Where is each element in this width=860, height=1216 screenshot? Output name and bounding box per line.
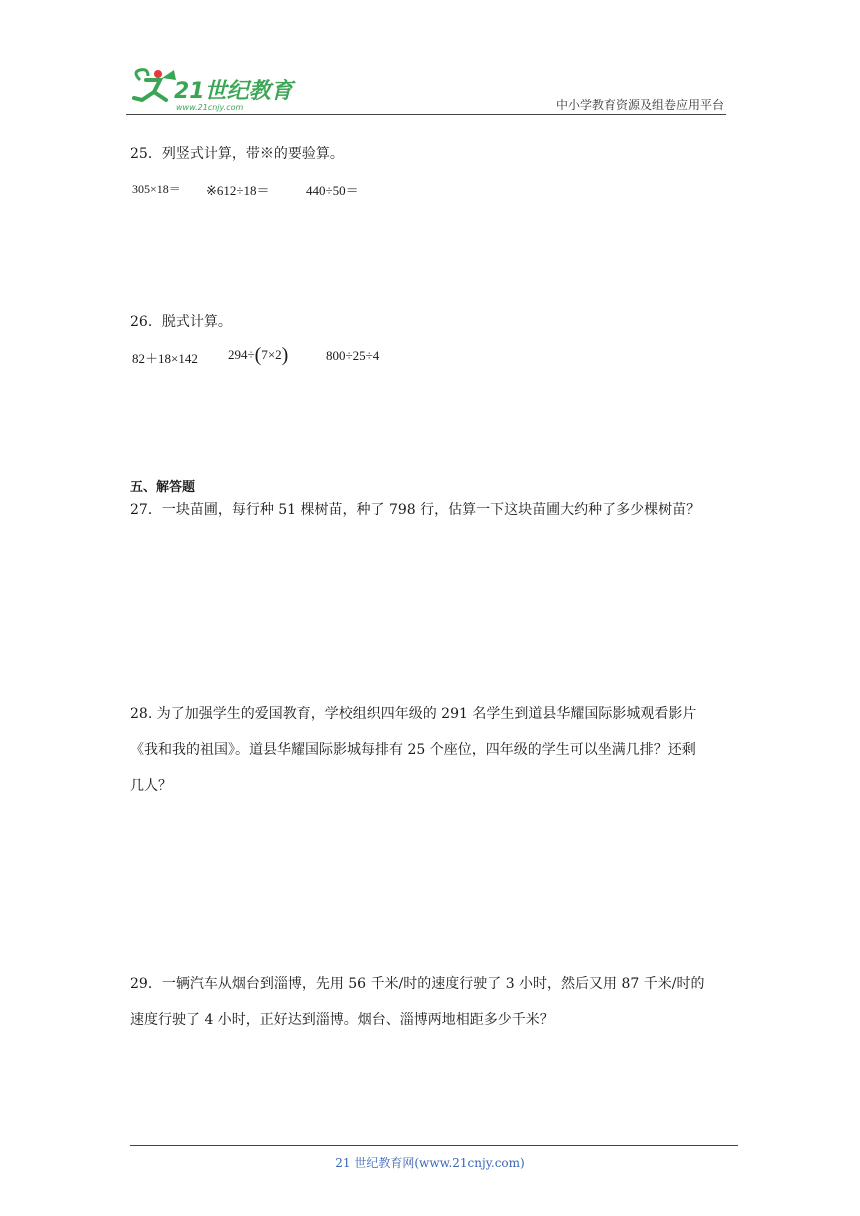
q26-expr-1: 82＋18×142 [132,351,198,366]
runner-body [134,80,166,100]
logo [126,66,296,116]
q28-line-2: 《我和我的祖国》。道县华耀国际影城每排有 25 个座位，四年级的学生可以坐满几排？还剩 [130,742,696,758]
q26-expr-3: 800÷25÷4 [326,348,380,363]
q25-expr-3: 440÷50＝ [306,183,359,198]
section-5-heading: 五、解答题 [130,480,196,495]
page-header [126,66,726,118]
header-divider [126,114,726,115]
close-paren: ) [281,344,289,366]
q25-expr-2: ※612÷18＝ [206,183,270,198]
question-29 [130,966,730,1038]
logo-url: www.21cnjy.com [176,103,244,112]
runner-head [154,70,162,78]
logo-wordmark: 21世纪教育 [174,79,293,104]
footer-link[interactable]: 21 世纪教育网(www.21cnjy.com) [335,1156,525,1170]
q29-line-2: 速度行驶了 4 小时，正好达到淄博。烟台、淄博两地相距多少千米？ [130,1012,554,1028]
q25-expr-1: 305×18＝ [132,182,181,196]
question-27: 27．一块苗圃，每行种 51 棵树苗，种了 798 行，估算一下这块苗圃大约种了多少棵树苗？ [130,502,701,518]
open-paren: ( [254,344,262,366]
question-25-title: 25．列竖式计算，带※的要验算。 [130,146,344,162]
q26-expr-2 [228,344,288,367]
q26-expr-2-inner: 7×2 [261,347,282,362]
q26-expr-2-prefix: 294÷ [228,347,255,362]
q28-line-1: 28. 为了加强学生的爱国教育，学校组织四年级的 291 名学生到道县华耀国际影城观看影片 [130,706,697,722]
question-26-title: 26．脱式计算。 [130,314,232,330]
q29-line-1: 29．一辆汽车从烟台到淄博，先用 56 千米/时的速度行驶了 3 小时，然后又用 87 千米/时的 [130,976,705,992]
q28-line-3: 几人？ [130,778,172,794]
header-platform-text: 中小学教育资源及组卷应用平台 [555,98,724,112]
footer-divider [130,1145,738,1146]
question-28 [130,696,730,804]
